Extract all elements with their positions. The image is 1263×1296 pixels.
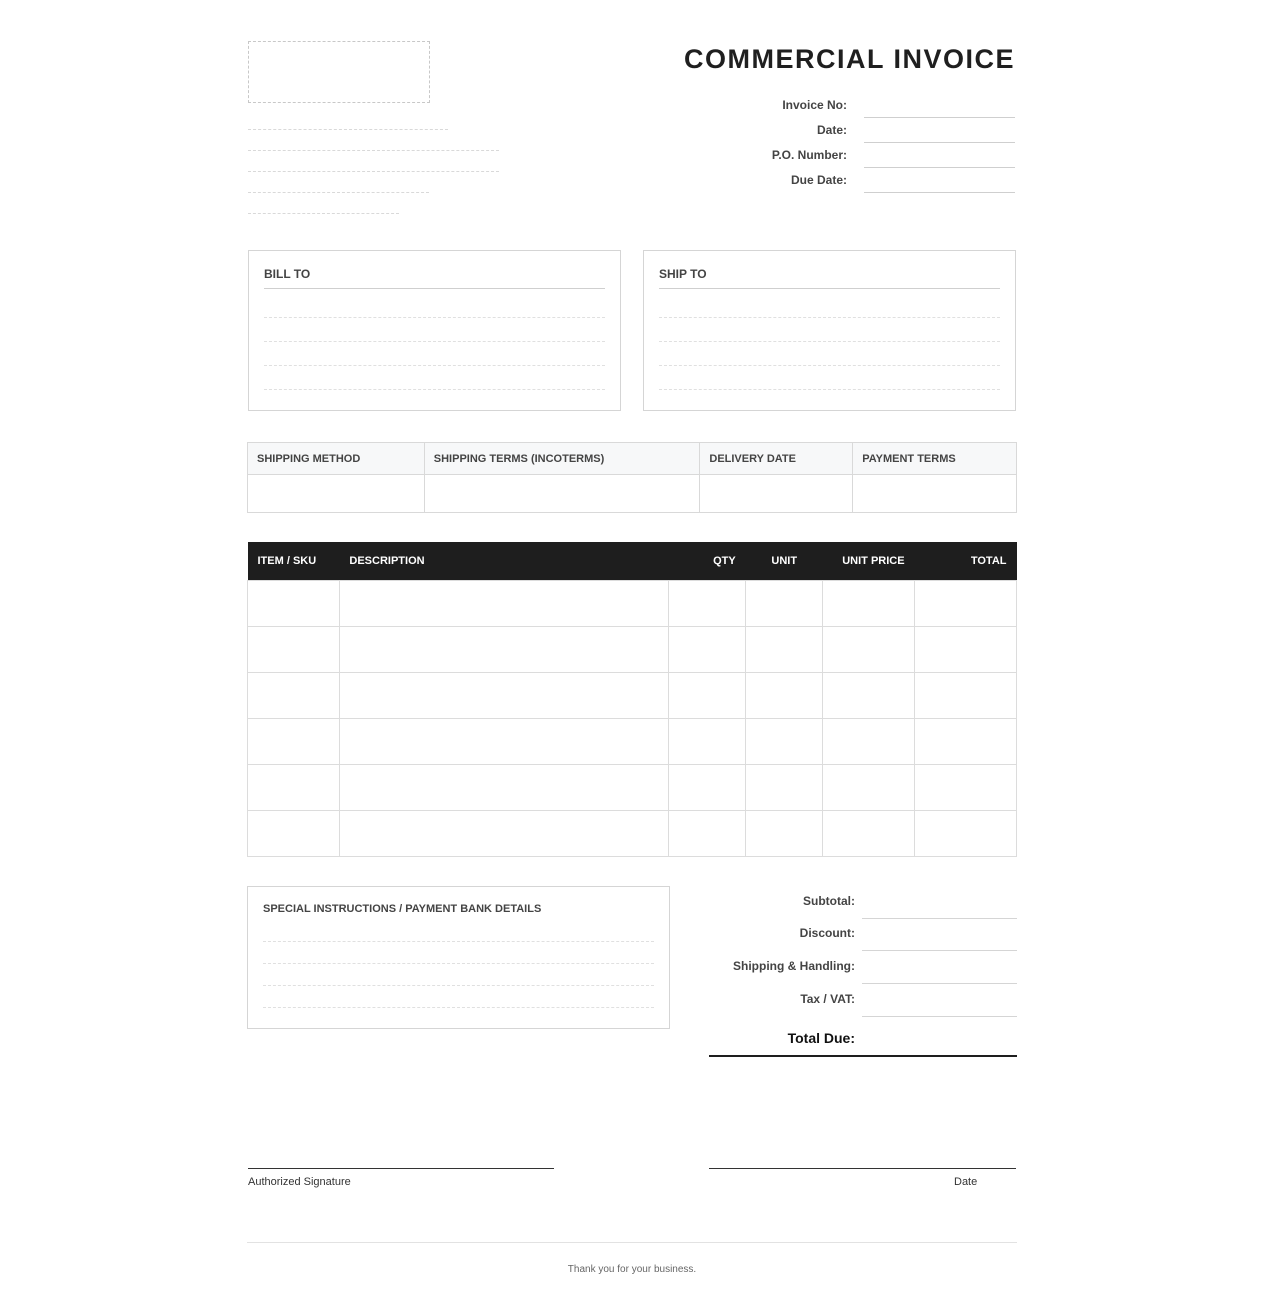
unit-cell[interactable]: [746, 580, 823, 626]
logo-placeholder: [248, 41, 430, 103]
delivery-date-header: DELIVERY DATE: [700, 443, 853, 475]
shipping-method-cell[interactable]: [248, 475, 425, 513]
notes-line: [263, 941, 654, 942]
bill-to-heading-rule: [264, 288, 605, 289]
unit-price-cell[interactable]: [823, 672, 915, 718]
bill-to-line: [264, 365, 605, 366]
notes-line: [263, 985, 654, 986]
company-address-line: [248, 150, 499, 151]
bill-to-line: [264, 317, 605, 318]
ship-to-line: [659, 317, 1000, 318]
subtotal-label: Subtotal:: [803, 894, 855, 908]
payment-terms-header: PAYMENT TERMS: [853, 443, 1017, 475]
invoice-number-line: [864, 117, 1015, 118]
footer-text: Thank you for your business.: [567, 1264, 697, 1275]
total-header: TOTAL: [915, 542, 1017, 580]
bill-to-heading: BILL TO: [264, 267, 311, 281]
unit-cell[interactable]: [746, 626, 823, 672]
table-row: [248, 672, 1017, 718]
special-instructions-heading: SPECIAL INSTRUCTIONS / PAYMENT BANK DETAILS: [263, 903, 542, 915]
subtotal-field[interactable]: [709, 886, 1017, 919]
date-field[interactable]: [700, 122, 1015, 147]
authorized-signature-label: Authorized Signature: [248, 1176, 351, 1188]
invoice-number-label: Invoice No:: [782, 98, 847, 112]
table-row: [248, 810, 1017, 856]
signature-date-label: Date: [954, 1176, 978, 1188]
qty-header: QTY: [669, 542, 746, 580]
date-line: [864, 142, 1015, 143]
company-address-line: [248, 129, 448, 130]
table-row: [248, 764, 1017, 810]
qty-cell[interactable]: [669, 626, 746, 672]
description-cell[interactable]: [339, 810, 668, 856]
due-date-label: Due Date:: [790, 173, 847, 187]
po-number-label: P.O. Number:: [771, 148, 847, 162]
unit-price-cell[interactable]: [823, 810, 915, 856]
item-sku-header: ITEM / SKU: [248, 542, 340, 580]
description-cell[interactable]: [339, 764, 668, 810]
description-cell[interactable]: [339, 580, 668, 626]
qty-cell[interactable]: [669, 764, 746, 810]
company-address-line: [248, 213, 399, 214]
unit-cell[interactable]: [746, 672, 823, 718]
po-number-field[interactable]: [700, 147, 1015, 172]
line-items-table: [247, 542, 1017, 857]
shipping-terms-header: SHIPPING TERMS (INCOTERMS): [424, 443, 700, 475]
total-due-label: Total Due:: [787, 1030, 855, 1046]
table-row: [248, 580, 1017, 626]
unit-price-header: UNIT PRICE: [823, 542, 915, 580]
delivery-date-cell[interactable]: [700, 475, 853, 513]
shipping-method-header: SHIPPING METHOD: [248, 443, 425, 475]
bill-to-line: [264, 389, 605, 390]
invoice-number-field[interactable]: [700, 97, 1015, 122]
invoice-title: COMMERCIAL INVOICE: [683, 44, 1015, 74]
table-row: [248, 718, 1017, 764]
unit-header: UNIT: [746, 542, 823, 580]
description-cell[interactable]: [339, 672, 668, 718]
unit-price-cell[interactable]: [823, 718, 915, 764]
total-cell[interactable]: [915, 764, 1017, 810]
bill-to-line: [264, 341, 605, 342]
ship-to-line: [659, 341, 1000, 342]
item-sku-cell[interactable]: [248, 580, 340, 626]
unit-cell[interactable]: [746, 764, 823, 810]
unit-cell[interactable]: [746, 718, 823, 764]
item-sku-cell[interactable]: [248, 764, 340, 810]
item-sku-cell[interactable]: [248, 672, 340, 718]
shipping-handling-label: Shipping & Handling:: [733, 959, 855, 973]
shipping-handling-field[interactable]: [709, 951, 1017, 984]
item-sku-cell[interactable]: [248, 810, 340, 856]
tax-vat-line: [862, 1016, 1017, 1017]
unit-price-cell[interactable]: [823, 764, 915, 810]
shipping-terms-cell[interactable]: [424, 475, 700, 513]
discount-label: Discount:: [799, 926, 855, 940]
due-date-field[interactable]: [700, 172, 1015, 197]
payment-terms-cell[interactable]: [853, 475, 1017, 513]
item-sku-cell[interactable]: [248, 626, 340, 672]
discount-field[interactable]: [709, 918, 1017, 951]
ship-to-line: [659, 365, 1000, 366]
table-row: [248, 626, 1017, 672]
qty-cell[interactable]: [669, 672, 746, 718]
description-cell[interactable]: [339, 718, 668, 764]
signature-line[interactable]: [248, 1168, 554, 1169]
qty-cell[interactable]: [669, 810, 746, 856]
qty-cell[interactable]: [669, 580, 746, 626]
notes-line: [263, 963, 654, 964]
company-address-line: [248, 171, 499, 172]
total-cell[interactable]: [915, 580, 1017, 626]
description-cell[interactable]: [339, 626, 668, 672]
footer-divider: [247, 1242, 1017, 1243]
total-due-field[interactable]: [709, 1022, 1017, 1057]
date-label: Date:: [816, 123, 847, 137]
unit-price-cell[interactable]: [823, 626, 915, 672]
ship-to-heading: SHIP TO: [659, 267, 707, 281]
qty-cell[interactable]: [669, 718, 746, 764]
total-cell[interactable]: [915, 718, 1017, 764]
due-date-line: [864, 192, 1015, 193]
description-header: DESCRIPTION: [339, 542, 668, 580]
po-number-line: [864, 167, 1015, 168]
unit-price-cell[interactable]: [823, 580, 915, 626]
tax-vat-label: Tax / VAT:: [800, 992, 855, 1006]
total-cell[interactable]: [915, 672, 1017, 718]
special-instructions-box[interactable]: [247, 886, 670, 1029]
total-cell[interactable]: [915, 626, 1017, 672]
company-address-line: [248, 192, 429, 193]
tax-vat-field[interactable]: [709, 984, 1017, 1017]
unit-cell[interactable]: [746, 810, 823, 856]
ship-to-heading-rule: [659, 288, 1000, 289]
bill-to-card[interactable]: [248, 250, 621, 411]
shipping-details-table: [247, 442, 1017, 513]
notes-line: [263, 1007, 654, 1008]
signature-date-line[interactable]: [709, 1168, 1016, 1169]
ship-to-card[interactable]: [643, 250, 1016, 411]
total-cell[interactable]: [915, 810, 1017, 856]
ship-to-line: [659, 389, 1000, 390]
item-sku-cell[interactable]: [248, 718, 340, 764]
